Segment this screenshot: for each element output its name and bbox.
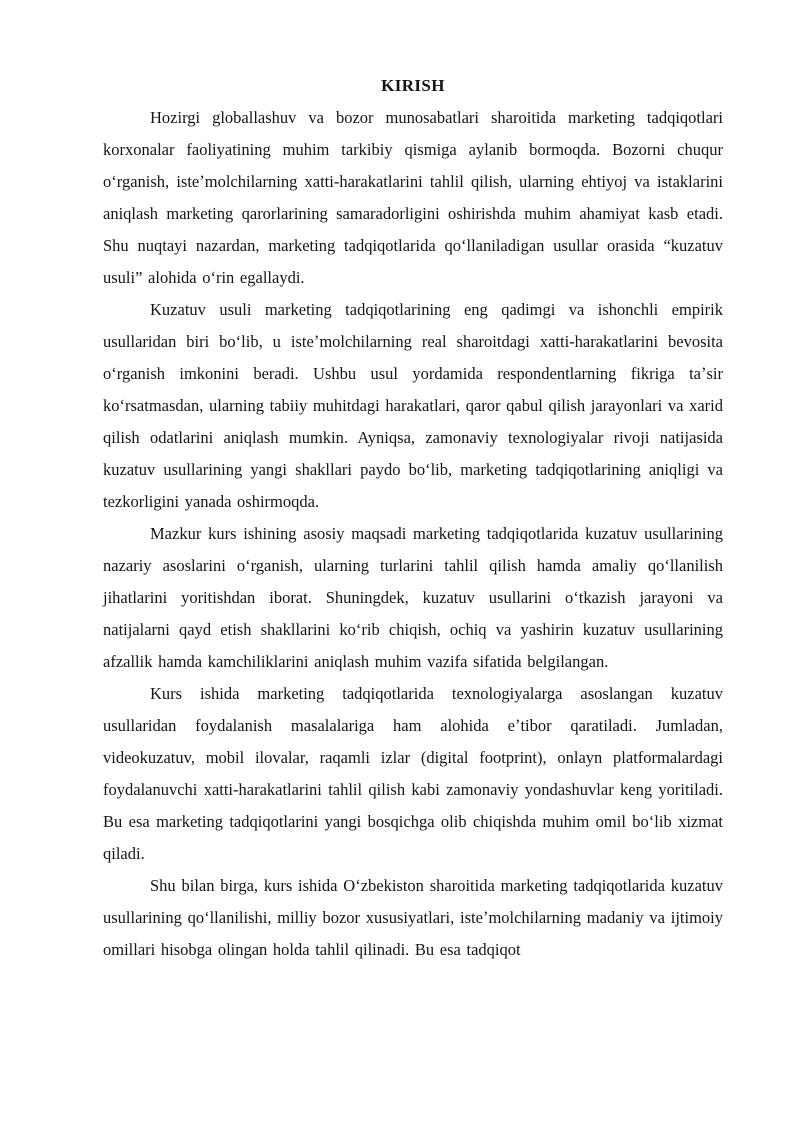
paragraph: Kurs ishida marketing tadqiqotlarida texnologiyalarga asoslangan kuzatuv usullaridan foydalanish masalalariga ham alohida eʼtibor qaratiladi. Jumladan, videokuzatuv, mobil ilovalar, raqamli izlar (digital footprint), onlayn platformalardagi foydalanuvchi xatti-harakatlarini tahlil qilish kabi zamonaviy yondashuvlar keng yoritiladi. Bu esa marketing tadqiqotlarini yangi bosqichga olib chiqishda muhim omil boʻlib xizmat qiladi. [103, 684, 723, 863]
document-content [103, 70, 723, 966]
paragraph: Mazkur kurs ishining asosiy maqsadi marketing tadqiqotlarida kuzatuv usullarining nazariy asoslarini oʻrganish, ularning turlarini tahlil qilish hamda amaliy qoʻllanilish jihatlarini yoritishdan iborat. Shuningdek, kuzatuv usullarini oʻtkazish jarayoni va natijalarni qayd etish shakllarini koʻrib chiqish, ochiq va yashirin kuzatuv usullarining afzallik hamda kamchiliklarini aniqlash muhim vazifa sifatida belgilangan. [103, 524, 723, 671]
page-title: KIRISH [381, 76, 445, 95]
paragraph: Kuzatuv usuli marketing tadqiqotlarining eng qadimgi va ishonchli empirik usullaridan biri boʻlib, u isteʼmolchilarning real sharoitdagi xatti-harakatlarini bevosita oʻrganish imkonini beradi. Ushbu usul yordamida respondentlarning fikriga taʼsir koʻrsatmasdan, ularning tabiiy muhitdagi harakatlari, qaror qabul qilish jarayonlari va xarid qilish odatlarini aniqlash mumkin. Ayniqsa, zamonaviy texnologiyalar rivoji natijasida kuzatuv usullarining yangi shakllari paydo boʻlib, marketing tadqiqotlarining aniqligi va tezkorligini yanada oshirmoqda. [103, 300, 723, 511]
paragraph: Hozirgi globallashuv va bozor munosabatlari sharoitida marketing tadqiqotlari korxonalar faoliyatining muhim tarkibiy qismiga aylanib bormoqda. Bozorni chuqur oʻrganish, isteʼmolchilarning xatti-harakatlarini tahlil qilish, ularning ehtiyoj va istaklarini aniqlash marketing qarorlarining samaradorligini oshirishda muhim ahamiyat kasb etadi. Shu nuqtayi nazardan, marketing tadqiqotlarida qoʻllaniladigan usullar orasida “kuzatuv usuli” alohida oʻrin egallaydi. [103, 108, 723, 287]
paragraph: Shu bilan birga, kurs ishida Oʻzbekiston sharoitida marketing tadqiqotlarida kuzatuv usullarining qoʻllanilishi, milliy bozor xususiyatlari, isteʼmolchilarning madaniy va ijtimoiy omillari hisobga olingan holda tahlil qilinadi. Bu esa tadqiqot [103, 876, 723, 959]
